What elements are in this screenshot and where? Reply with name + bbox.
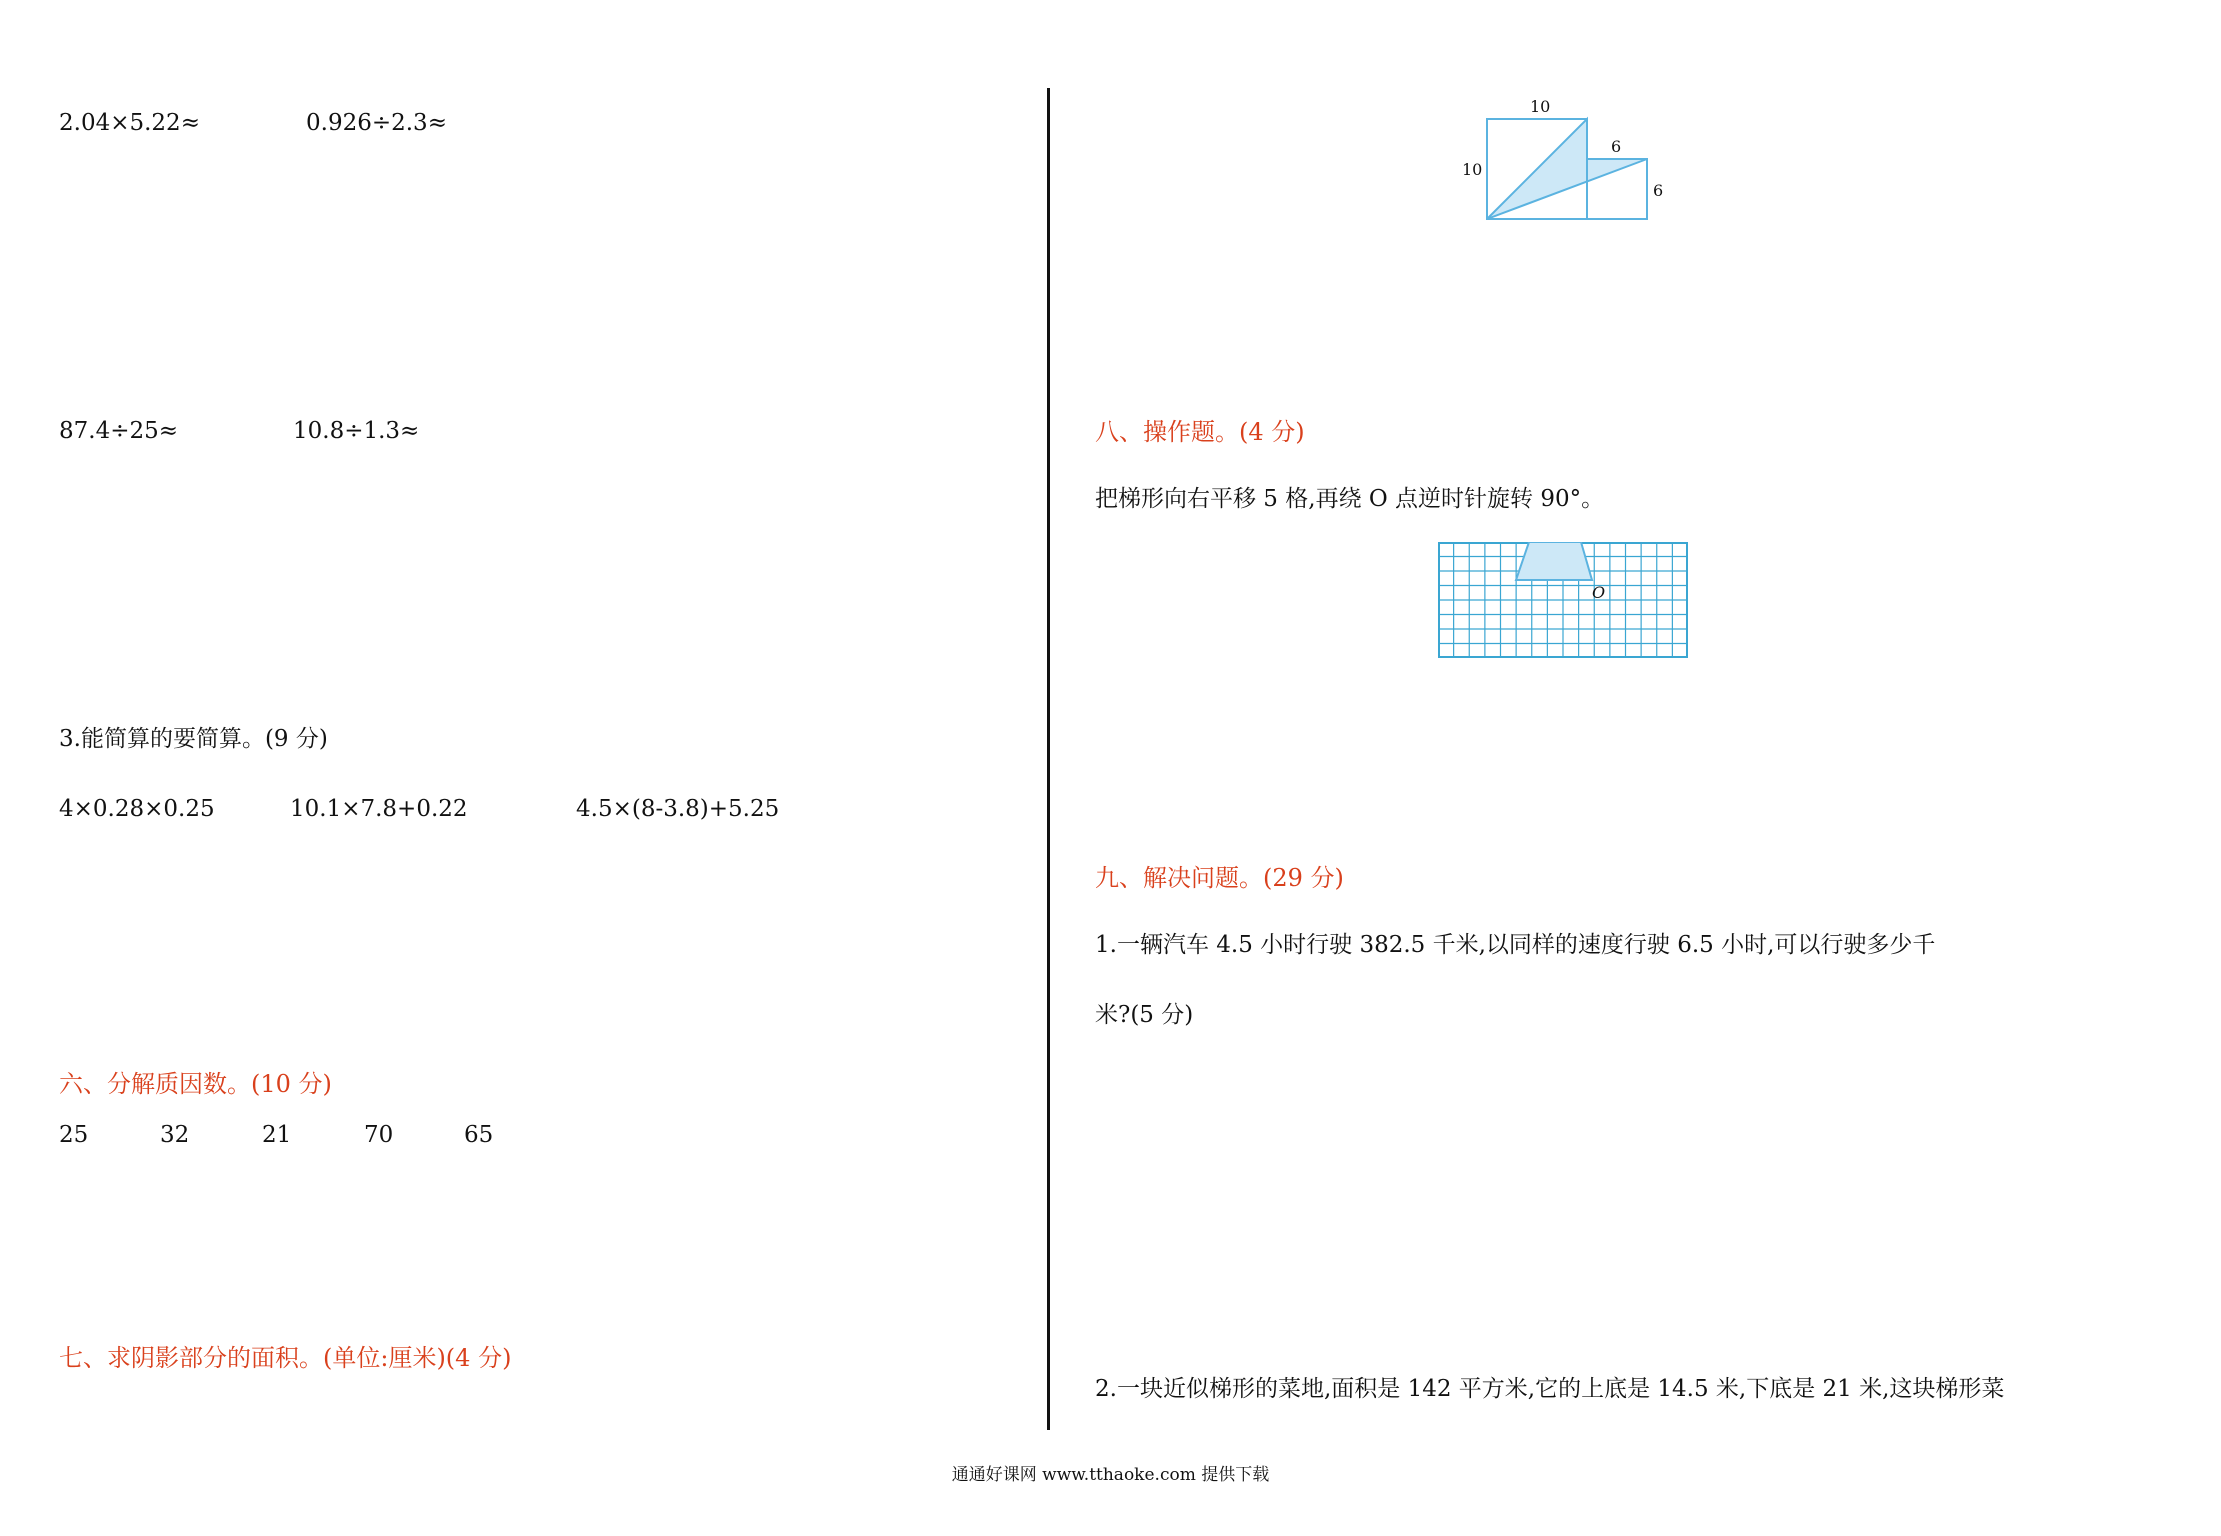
approx-item-1: 2.04×5.22≈: [59, 110, 200, 136]
section-8-heading: 八、操作题。(4 分): [1095, 418, 1305, 446]
problem-2-line-1: 2.一块近似梯形的菜地,面积是 142 平方米,它的上底是 14.5 米,下底是 21 米,这块梯形菜: [1095, 1376, 2005, 1402]
section-8-instruction: 把梯形向右平移 5 格,再绕 O 点逆时针旋转 90°。: [1095, 486, 1605, 512]
q3-item-2: 10.1×7.8+0.22: [290, 796, 468, 822]
number-25: 25: [59, 1122, 89, 1148]
approx-item-2: 0.926÷2.3≈: [306, 110, 447, 136]
column-divider: [1047, 88, 1050, 1430]
trapezoid-shape: [1516, 542, 1592, 580]
section-9-heading: 九、解决问题。(29 分): [1095, 864, 1344, 892]
shaded-triangle: [1487, 119, 1647, 219]
number-32: 32: [160, 1122, 190, 1148]
trapezoid-grid: [1438, 542, 1688, 666]
label-right-top-6: 6: [1611, 137, 1622, 156]
label-left-10: 10: [1462, 160, 1483, 179]
number-70: 70: [364, 1122, 394, 1148]
section-7-heading: 七、求阴影部分的面积。(单位:厘米)(4 分): [59, 1344, 512, 1372]
number-65: 65: [464, 1122, 494, 1148]
footer-credit: 通通好课网 www.tthaoke.com 提供下载: [951, 1465, 1270, 1485]
shaded-area-figure: [1450, 90, 1680, 230]
approx-item-3: 87.4÷25≈: [59, 418, 179, 444]
q3-item-1: 4×0.28×0.25: [59, 796, 215, 822]
label-top-10: 10: [1530, 97, 1551, 116]
problem-1-line-1: 1.一辆汽车 4.5 小时行驶 382.5 千米,以同样的速度行驶 6.5 小时,可以行驶多少千: [1095, 932, 1936, 958]
problem-1-line-2: 米?(5 分): [1095, 1002, 1194, 1028]
approx-item-4: 10.8÷1.3≈: [293, 418, 420, 444]
section-6-heading: 六、分解质因数。(10 分): [59, 1070, 332, 1098]
point-o-label: O: [1592, 583, 1606, 602]
q3-item-3: 4.5×(8-3.8)+5.25: [576, 796, 780, 822]
q3-title: 3.能简算的要简算。(9 分): [59, 726, 328, 752]
number-21: 21: [262, 1122, 292, 1148]
label-right-side-6: 6: [1653, 181, 1664, 200]
